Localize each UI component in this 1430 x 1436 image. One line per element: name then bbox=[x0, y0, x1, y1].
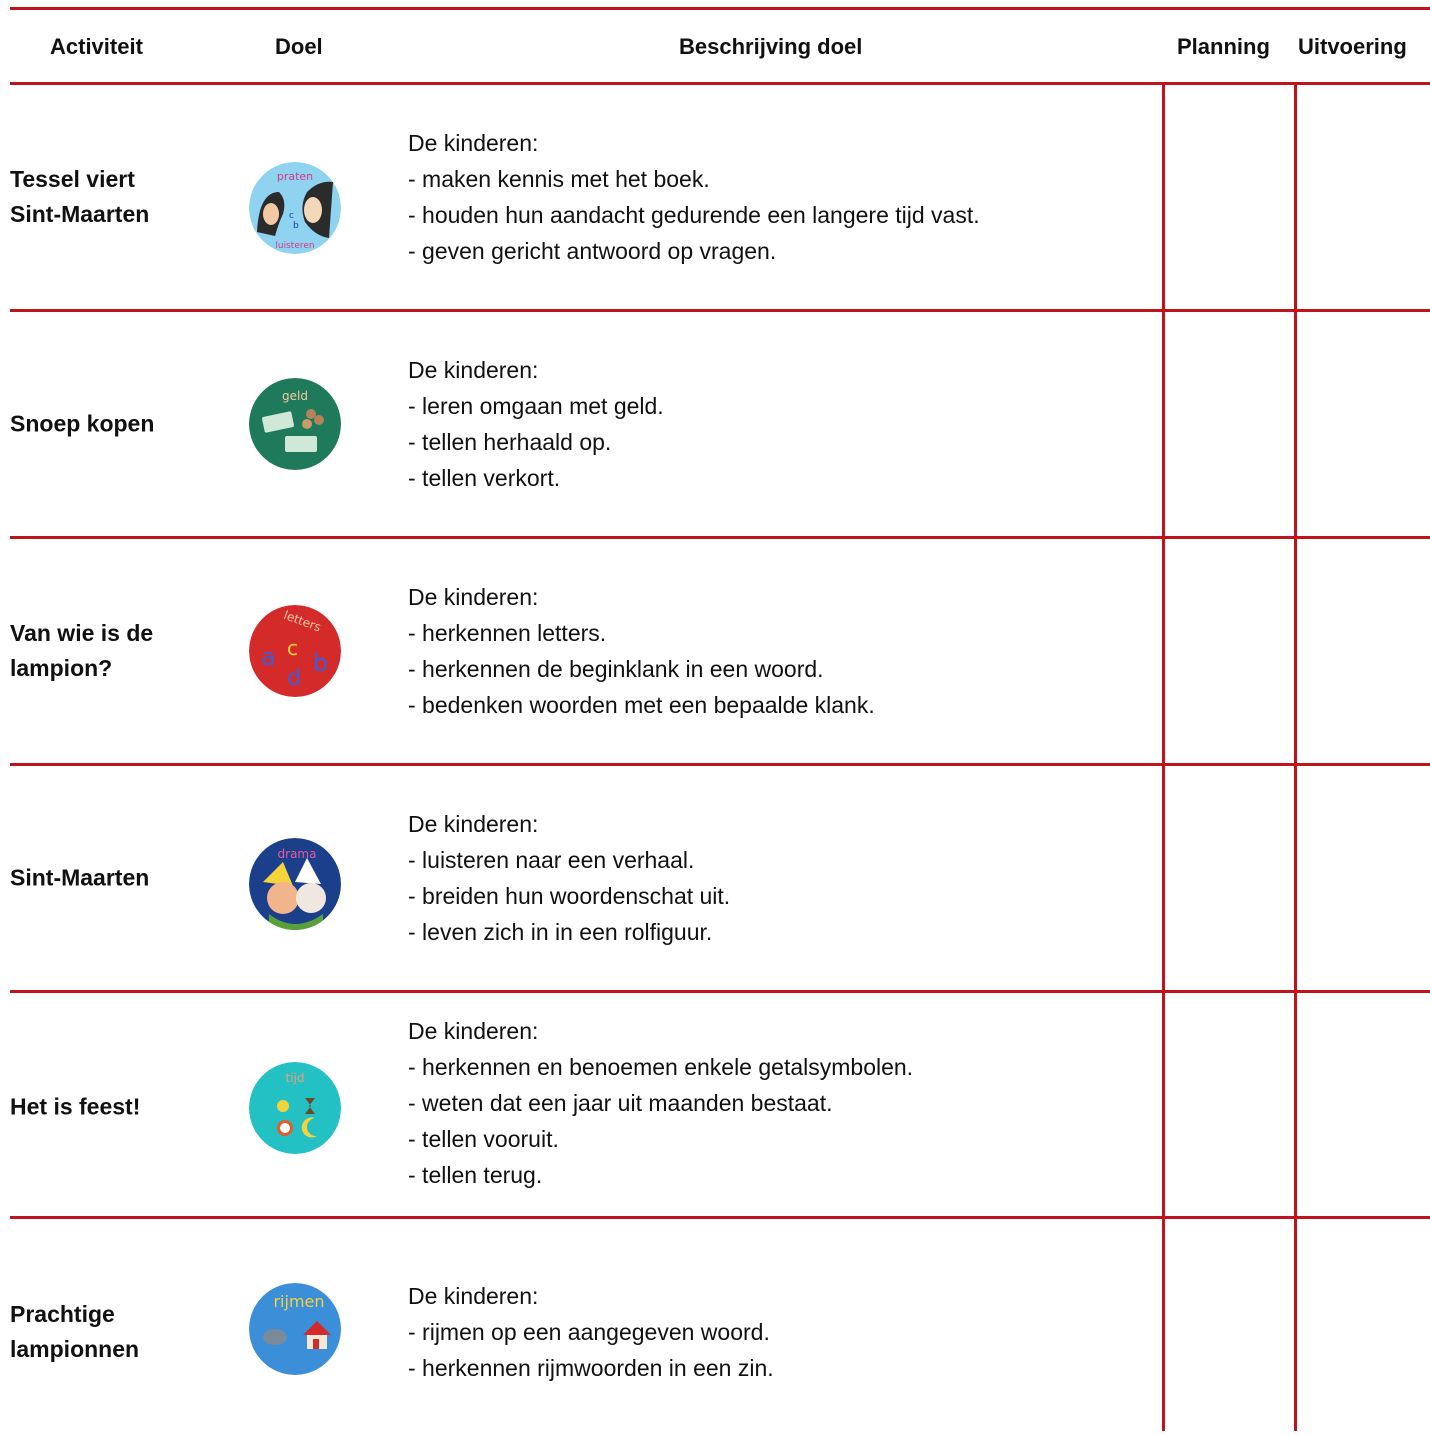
row-rule-5 bbox=[10, 1216, 1430, 1219]
row-rule-4 bbox=[10, 990, 1430, 993]
letters-label: letters bbox=[281, 608, 323, 635]
row-rule-1 bbox=[10, 309, 1430, 312]
rijmen-label: rijmen bbox=[273, 1292, 325, 1311]
header-planning: Planning bbox=[1177, 34, 1270, 59]
header-goal: Doel bbox=[275, 34, 323, 59]
goal-description: De kinderen: - maken kennis met het boek. - houden hun aandacht gedurende een langere tijd vast. - geven gericht antwoord op vragen. bbox=[408, 130, 980, 264]
svg-text:c: c bbox=[289, 211, 294, 221]
goal-description: De kinderen: - herkennen en benoemen enkele getalsymbolen. - weten dat een jaar uit maanden bestaat. - tellen vooruit. - tellen terug. bbox=[408, 1018, 914, 1188]
drama-icon bbox=[249, 838, 341, 930]
activity-name: Snoep kopen bbox=[10, 410, 155, 437]
planning-left-rule bbox=[1162, 85, 1165, 1431]
tijd-label: tijd bbox=[285, 1071, 305, 1085]
luisteren-label: luisteren bbox=[275, 241, 315, 251]
svg-text:a: a bbox=[261, 643, 276, 671]
header-execution: Uitvoering bbox=[1298, 34, 1407, 59]
praten-label: praten bbox=[276, 170, 314, 183]
tijd-icon bbox=[249, 1062, 341, 1154]
geld-label: geld bbox=[282, 389, 308, 403]
header-description: Beschrijving doel bbox=[679, 34, 863, 59]
svg-text:d: d bbox=[287, 666, 301, 691]
goal-description: De kinderen: - luisteren naar een verhaal. - breiden hun woordenschat uit. - leven zich in in een rolfiguur. bbox=[408, 811, 731, 945]
row-rule-2 bbox=[10, 536, 1430, 539]
activity-name: Sint-Maarten bbox=[10, 864, 150, 891]
activity-name: Het is feest! bbox=[10, 1093, 141, 1120]
svg-text:b: b bbox=[313, 649, 329, 677]
goal-description: De kinderen: - rijmen op een aangegeven woord. - herkennen rijmwoorden in een zin. bbox=[408, 1283, 774, 1381]
header-activity: Activiteit bbox=[50, 34, 143, 59]
activity-name: Prachtige lampionnen bbox=[10, 1301, 140, 1362]
geld-icon bbox=[249, 378, 341, 470]
svg-text:c: c bbox=[287, 636, 298, 660]
activity-name: Van wie is de lampion? bbox=[10, 620, 154, 681]
execution-left-rule bbox=[1294, 85, 1297, 1431]
goal-description: De kinderen: - herkennen letters. - herkennen de beginklank in een woord. - bedenken woorden met een bepaalde klank. bbox=[408, 584, 875, 718]
goal-description: De kinderen: - leren omgaan met geld. - tellen herhaald op. - tellen verkort. bbox=[408, 357, 664, 491]
header-rule bbox=[10, 82, 1430, 85]
rijmen-icon bbox=[249, 1283, 341, 1375]
drama-label: drama bbox=[277, 847, 317, 861]
svg-text:b: b bbox=[293, 221, 299, 231]
top-rule bbox=[10, 7, 1430, 10]
row-rule-3 bbox=[10, 763, 1430, 766]
letters-icon bbox=[249, 605, 341, 697]
activity-name: Tessel viert Sint-Maarten bbox=[10, 166, 150, 227]
praten-luisteren-icon bbox=[249, 162, 341, 254]
